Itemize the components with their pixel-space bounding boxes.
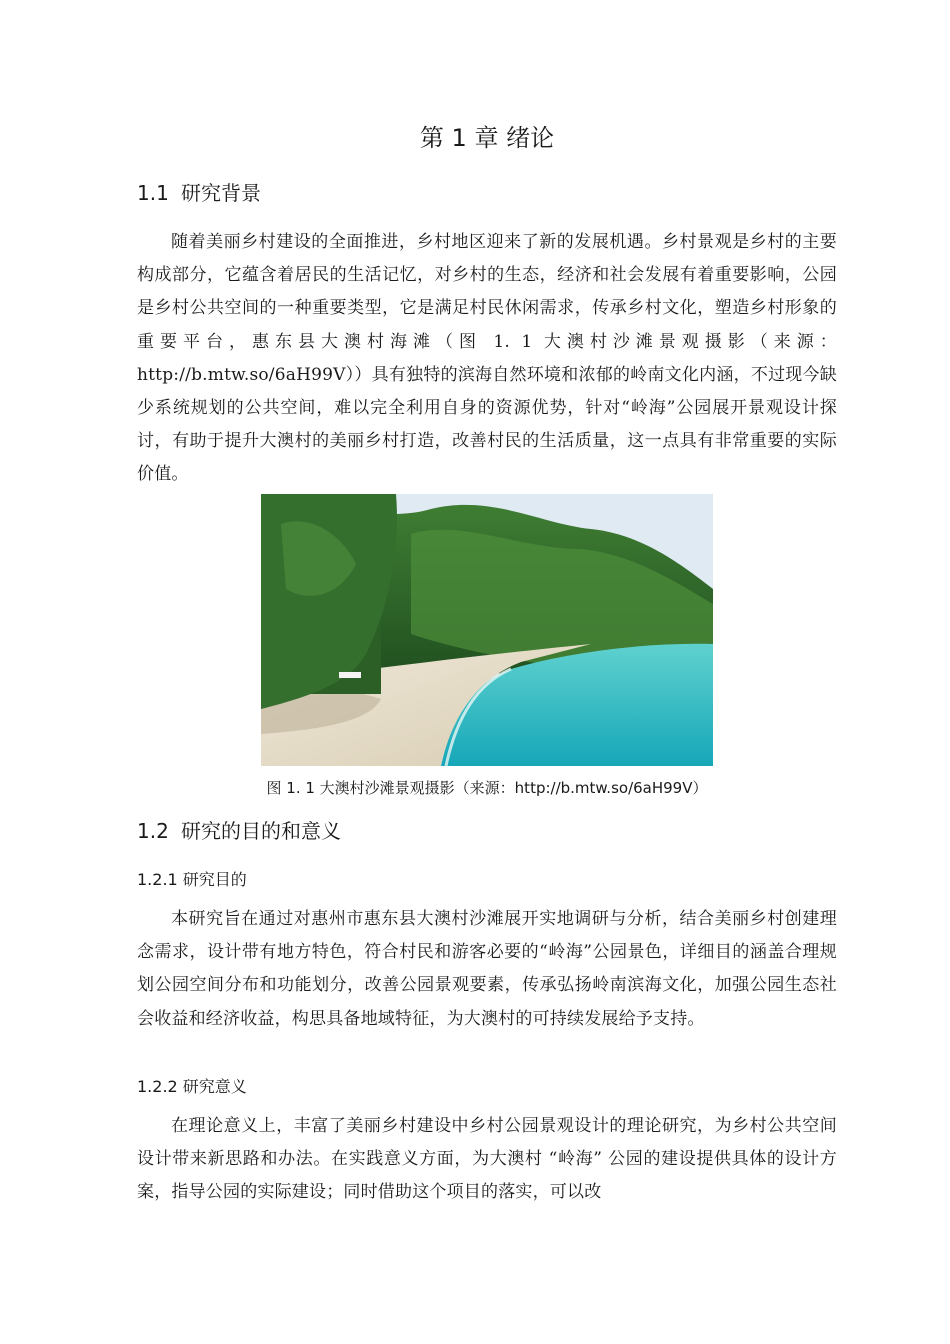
chapter-title: 第 1 章 绪论 <box>419 124 555 152</box>
paragraph-significance: 在理论意义上，丰富了美丽乡村建设中乡村公园景观设计的理论研究，为乡村公共空间设计带来新思路和办法。在实践意义方面，为大澳村 “岭海” 公园的建设提供具体的设计方案，指导公园的实际建设；同时借助这个项目的落实，可以改 <box>137 1116 837 1203</box>
paragraph-purpose: 本研究旨在通过对惠州市惠东县大澳村沙滩展开实地调研与分析，结合美丽乡村创建理念需求，设计带有地方特色，符合村民和游客必要的“岭海”公园景色，详细目的涵盖合理规划公园空间分布和功能划分，改善公园景观要素，传承弘扬岭南滨海文化，加强公园生态社会收益和经济收益，构思具备地域特征，为大澳村的可持续发展给予支持。 <box>137 909 837 1029</box>
subsection-heading-1-2-1: 1.2.1 研究目的 <box>137 870 247 889</box>
section-title: 研究背景 <box>181 181 261 205</box>
paragraph-background: 随着美丽乡村建设的全面推进，乡村地区迎来了新的发展机遇。乡村景观是乡村的主要构成部分，它蕴含着居民的生活记忆，对乡村的生态，经济和社会发展有着重要影响，公园是乡村公共空间的一种重要类型，它是满足村民休闲需求，传承乡村文化，塑造乡村形象的重要平台，惠东县大澳村海滩（图 1. 1 大澳村沙滩景观摄影（来源：http://b.mtw.so/6aH99V））具有独特的滨海自然环境和浓郁的岭南文化内涵，不过现今缺少系统规划的公共空间，难以完全利用自身的资源优势，针对“岭海”公园展开景观设计探讨，有助于提升大澳村的美丽乡村打造，改善村民的生活质量，这一点具有非常重要的实际价值。 <box>137 232 837 485</box>
beach-hut <box>339 672 361 678</box>
beach-photo <box>261 494 713 766</box>
section-heading-1-1 <box>137 178 261 208</box>
subsection-heading-1-2-2: 1.2.2 研究意义 <box>137 1077 247 1096</box>
section-heading-1-2 <box>137 816 341 846</box>
section-title: 研究的目的和意义 <box>181 819 341 843</box>
figure-caption: 图 1. 1 大澳村沙滩景观摄影（来源：http://b.mtw.so/6aH99V） <box>266 779 708 797</box>
section-number: 1.2 <box>137 819 169 843</box>
section-number: 1.1 <box>137 181 169 205</box>
